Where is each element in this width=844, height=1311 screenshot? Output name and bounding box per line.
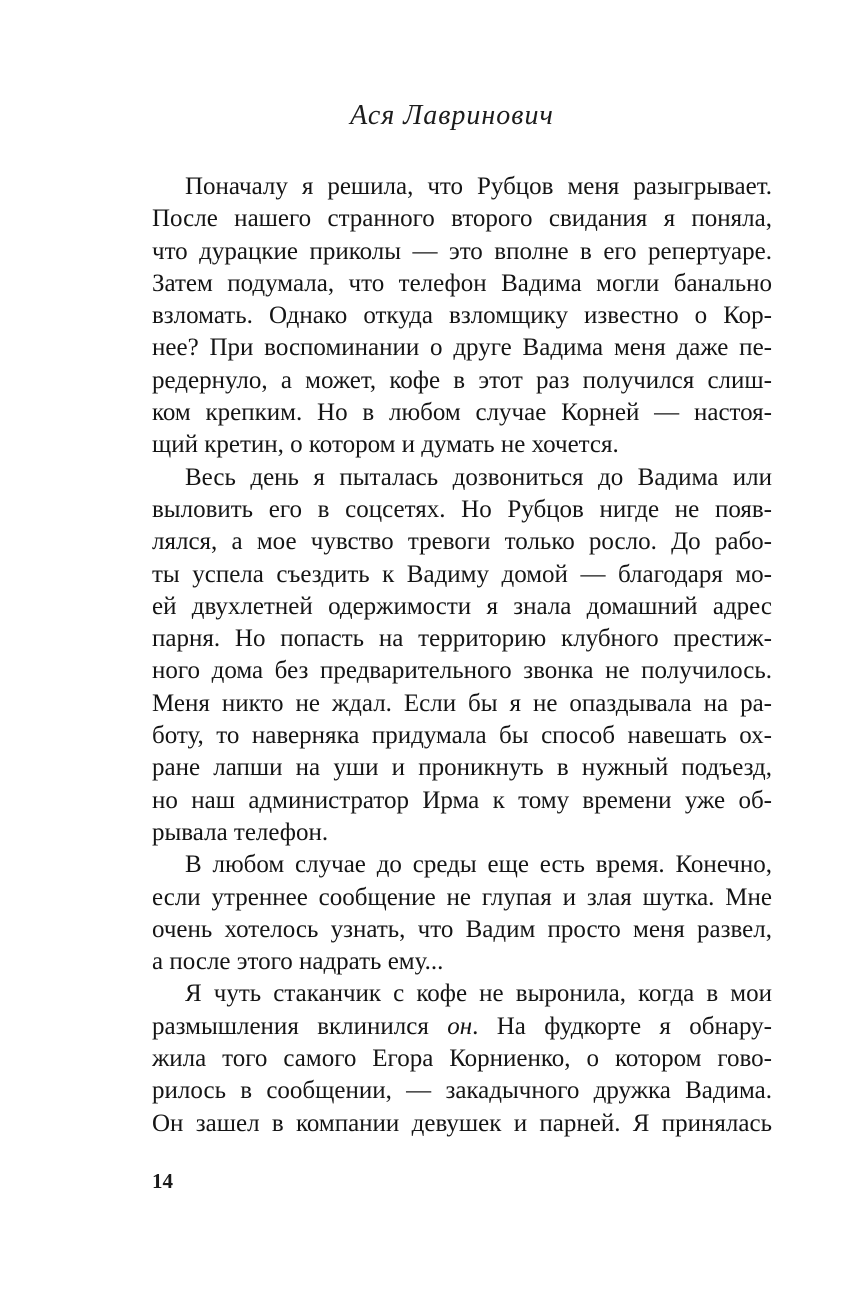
text-line: взломать. Однако откуда взломщику известно о Кор- [152, 302, 772, 330]
text-segment: размышления вклинился [152, 1012, 448, 1040]
paragraph [152, 978, 772, 1139]
text-line: Я чуть стаканчик с кофе не выронила, когда в мои [185, 980, 772, 1008]
text-line: ком крепким. Но в любом случае Корней — настоя- [152, 399, 772, 427]
text-line: нее? При воспоминании о друге Вадима меня даже пе- [152, 334, 772, 362]
text-line: выловить его в соцсетях. Но Рубцов нигде не появ- [152, 495, 772, 523]
page-number: 14 [152, 1169, 173, 1193]
text-line: редернуло, а может, кофе в этот раз получился слиш- [152, 366, 772, 394]
text-line: Меня никто не ждал. Если бы я не опаздывала на ра- [152, 689, 772, 717]
text-line: что дурацкие приколы — это вполне в его репертуаре. [152, 237, 772, 265]
emphasized-word: он [447, 1012, 473, 1040]
text-line: если утреннее сообщение не глупая и злая шутка. Мне [152, 883, 772, 911]
text-line: боту, то наверняка придумала бы способ навешать ох- [152, 722, 772, 750]
text-line: Затем подумала, что телефон Вадима могли банально [152, 269, 772, 297]
page-text [152, 171, 772, 1140]
text-line: парня. Но попасть на территорию клубного престиж- [152, 625, 772, 653]
text-segment: . На фудкорте я обнару- [472, 1012, 772, 1040]
running-header-author: Ася Лавринович [350, 100, 554, 131]
paragraph [152, 171, 772, 462]
text-line: ного дома без предварительного звонка не получилось. [152, 657, 772, 685]
paragraph [152, 849, 772, 978]
text-line: ране лапши на уши и проникнуть в нужный подъезд, [152, 754, 772, 782]
text-line: рывала телефон. [152, 818, 329, 846]
text-line: После нашего странного второго свидания я поняла, [152, 205, 772, 233]
text-line: ей двухлетней одержимости я знала домашний адрес [152, 592, 772, 620]
text-line: рилось в сообщении, — закадычного дружка Вадима. [152, 1077, 772, 1105]
text-line: Весь день я пыталась дозвониться до Вадима или [185, 463, 772, 491]
text-line: ты успела съездить к Вадиму домой — благодаря мо- [152, 560, 772, 588]
text-line: щий кретин, о котором и думать не хочется. [152, 431, 619, 459]
text-line [152, 1011, 772, 1043]
text-line: но наш администратор Ирма к тому времени уже об- [152, 786, 772, 814]
text-line: В любом случае до среды еще есть время. Конечно, [185, 851, 772, 879]
text-line: лялся, а мое чувство тревоги только росло. До рабо- [152, 528, 772, 556]
text-line: а после этого надрать ему... [152, 948, 444, 976]
text-line: Поначалу я решила, что Рубцов меня разыгрывает. [185, 173, 772, 200]
text-line: Он зашел в компании девушек и парней. Я принялась [152, 1109, 772, 1137]
text-line: очень хотелось узнать, что Вадим просто меня развел, [152, 915, 772, 943]
text-line: жила того самого Егора Корниенко, о котором гово- [152, 1045, 772, 1073]
paragraph [152, 462, 772, 850]
